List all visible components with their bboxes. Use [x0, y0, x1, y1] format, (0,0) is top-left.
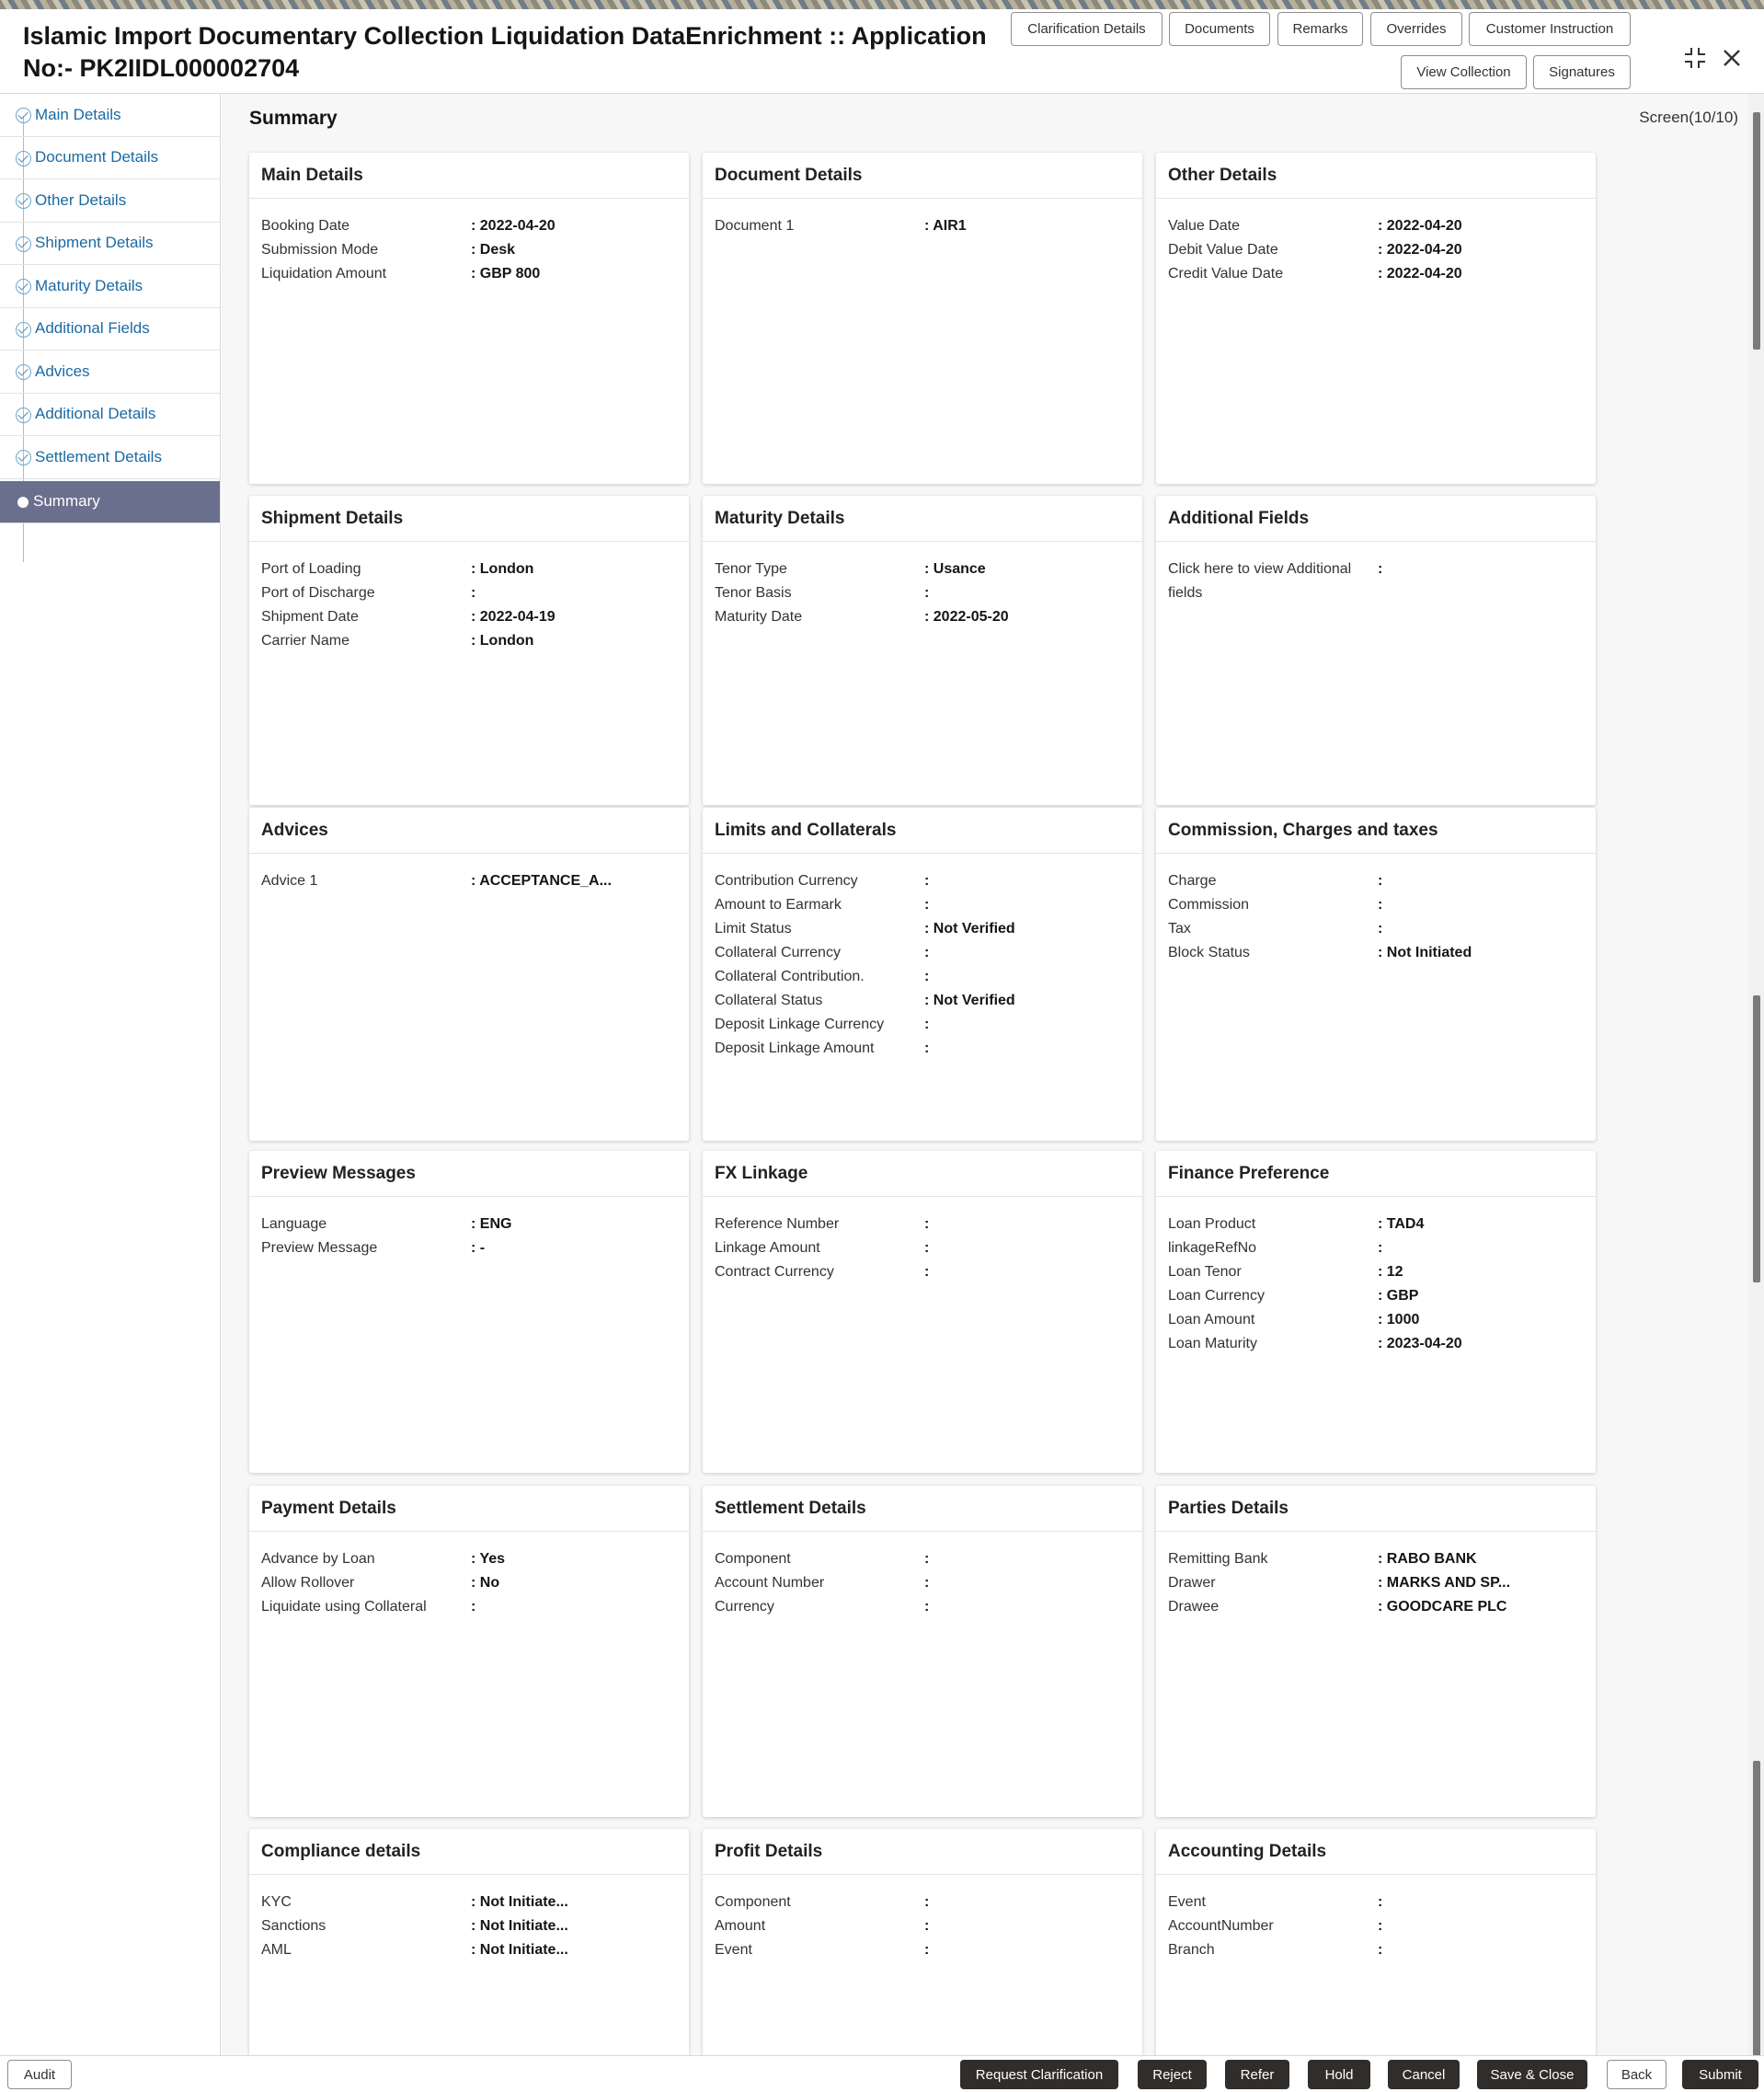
field-row: [715, 1213, 1142, 1236]
collapse-icon[interactable]: [1683, 46, 1707, 75]
scrollbar-thumb[interactable]: [1753, 1761, 1760, 2064]
field-row: [1168, 869, 1596, 893]
field-row: [1168, 917, 1596, 941]
field-value: [924, 1260, 929, 1284]
field-value: : Not Initiate...: [471, 1938, 568, 1962]
field-value: [471, 581, 475, 605]
field-value: [924, 1914, 929, 1938]
field-label: Credit Value Date: [1168, 266, 1284, 282]
customer-instruction-button[interactable]: Customer Instruction: [1469, 12, 1631, 46]
card-title: Payment Details: [249, 1486, 689, 1532]
cancel-button[interactable]: Cancel: [1388, 2060, 1460, 2089]
card-rows: [1156, 1532, 1596, 1619]
card-limits-and-collaterals: [703, 808, 1142, 1141]
field-label: Branch: [1168, 1942, 1215, 1958]
sidebar-item-label: Maturity Details: [35, 276, 143, 294]
sidebar-item-summary[interactable]: [0, 481, 220, 523]
sidebar-item-label: Shipment Details: [35, 234, 154, 252]
field-label: Component: [715, 1894, 791, 1910]
field-row: [715, 557, 1142, 581]
field-value: : 2022-04-20: [1378, 238, 1462, 262]
sidebar-item-label: Main Details: [35, 105, 121, 123]
card-rows: [1156, 1197, 1596, 1356]
field-row: [261, 1938, 689, 1962]
card-title: Maturity Details: [703, 496, 1142, 542]
card-title: Compliance details: [249, 1829, 689, 1875]
sidebar-item-additional-fields[interactable]: [0, 308, 220, 351]
check-circle-icon: [16, 193, 31, 209]
field-row: [261, 1213, 689, 1236]
current-step-icon: [17, 497, 29, 508]
card-finance-preference: [1156, 1151, 1596, 1473]
signatures-button[interactable]: Signatures: [1533, 55, 1631, 89]
field-row: [1168, 1308, 1596, 1332]
field-row: [261, 1547, 689, 1571]
reject-button[interactable]: Reject: [1138, 2060, 1207, 2089]
sidebar-item-other-details[interactable]: [0, 179, 220, 223]
field-row: [261, 214, 689, 238]
field-value: [1378, 1914, 1382, 1938]
field-label: Advance by Loan: [261, 1551, 375, 1567]
field-row: [715, 965, 1142, 989]
field-label: Collateral Status: [715, 993, 823, 1008]
submit-button[interactable]: Submit: [1682, 2060, 1758, 2089]
check-circle-icon: [16, 450, 31, 466]
field-value: [924, 941, 929, 965]
field-value: [924, 1938, 929, 1962]
remarks-button[interactable]: Remarks: [1277, 12, 1363, 46]
field-value: [924, 1571, 929, 1595]
card-settlement-details: [703, 1486, 1142, 1817]
sidebar-item-label: Additional Details: [35, 405, 156, 423]
sidebar-item-label: Advices: [35, 362, 90, 380]
field-label: Tenor Basis: [715, 585, 792, 601]
field-row: [715, 893, 1142, 917]
card-rows: [1156, 1875, 1596, 1962]
field-value: : GBP 800: [471, 262, 540, 286]
field-label: Block Status: [1168, 945, 1250, 960]
top-banner-strip: [0, 0, 1764, 9]
card-rows: [249, 1532, 689, 1619]
sidebar-nav: [0, 94, 221, 2055]
field-label: AML: [261, 1942, 292, 1958]
card-title: Shipment Details: [249, 496, 689, 542]
field-row: [715, 605, 1142, 629]
field-value: [924, 1213, 929, 1236]
field-value: : Yes: [471, 1547, 505, 1571]
field-row: [715, 1595, 1142, 1619]
card-title: Preview Messages: [249, 1151, 689, 1197]
field-label: Liquidation Amount: [261, 266, 387, 282]
field-label: Tax: [1168, 921, 1191, 937]
clarification-details-button[interactable]: Clarification Details: [1011, 12, 1163, 46]
field-label: Account Number: [715, 1575, 825, 1591]
field-row: [715, 1260, 1142, 1284]
field-value: : No: [471, 1571, 499, 1595]
sidebar-item-label: Document Details: [35, 148, 159, 167]
request-clarification-button[interactable]: Request Clarification: [960, 2060, 1118, 2089]
card-payment-details: [249, 1486, 689, 1817]
field-value: [924, 1037, 929, 1061]
field-value: : London: [471, 629, 533, 653]
card-title: Commission, Charges and taxes: [1156, 808, 1596, 854]
field-row: [1168, 1547, 1596, 1571]
check-circle-icon: [16, 364, 31, 380]
card-title: Settlement Details: [703, 1486, 1142, 1532]
field-row: [1168, 214, 1596, 238]
field-label: Advice 1: [261, 873, 318, 889]
sidebar-item-shipment-details[interactable]: [0, 223, 220, 266]
card-title: Limits and Collaterals: [703, 808, 1142, 854]
field-value: [1378, 1236, 1382, 1260]
sidebar-item-label: Settlement Details: [35, 447, 162, 466]
field-label: Reference Number: [715, 1216, 840, 1232]
field-label: Sanctions: [261, 1918, 326, 1934]
field-label: Charge: [1168, 873, 1217, 889]
card-title: Finance Preference: [1156, 1151, 1596, 1197]
field-label: Loan Maturity: [1168, 1336, 1257, 1351]
field-value: : 2023-04-20: [1378, 1332, 1462, 1356]
sidebar-item-document-details[interactable]: [0, 137, 220, 180]
field-label: Language: [261, 1216, 327, 1232]
card-rows: [1156, 199, 1596, 286]
field-label: Deposit Linkage Amount: [715, 1040, 875, 1056]
field-label: Tenor Type: [715, 561, 787, 577]
field-label: Collateral Contribution.: [715, 969, 865, 984]
field-value: : Desk: [471, 238, 515, 262]
field-row: [1168, 1260, 1596, 1284]
field-value: [1378, 1891, 1382, 1914]
field-row: [261, 1891, 689, 1914]
field-row: [261, 557, 689, 581]
field-label[interactable]: Click here to view Additional fields: [1168, 561, 1352, 601]
field-row: [715, 1914, 1142, 1938]
sidebar-item-label: Other Details: [35, 190, 127, 209]
field-label: Amount to Earmark: [715, 897, 842, 913]
card-parties-details: [1156, 1486, 1596, 1817]
card-title: Accounting Details: [1156, 1829, 1596, 1875]
field-row: [261, 869, 689, 893]
sidebar-item-label: Additional Fields: [35, 319, 150, 338]
check-circle-icon: [16, 151, 31, 167]
sidebar-item-main-details[interactable]: [0, 94, 220, 137]
field-label: Linkage Amount: [715, 1240, 820, 1256]
field-row: [715, 1037, 1142, 1061]
field-row: [715, 1891, 1142, 1914]
card-commission-charges-and-taxes: [1156, 808, 1596, 1141]
field-label: Amount: [715, 1918, 766, 1934]
field-value: : 2022-04-20: [1378, 262, 1462, 286]
field-value: : Usance: [924, 557, 986, 581]
field-label: Collateral Currency: [715, 945, 841, 960]
field-label: Drawer: [1168, 1575, 1216, 1591]
field-value: [471, 1595, 475, 1619]
field-label: Loan Amount: [1168, 1312, 1255, 1328]
field-value: : Not Verified: [924, 989, 1015, 1013]
field-value: [924, 581, 929, 605]
audit-button[interactable]: Audit: [7, 2060, 72, 2089]
field-value: [924, 1595, 929, 1619]
field-row: [1168, 1891, 1596, 1914]
field-row: [261, 1236, 689, 1260]
card-title: Parties Details: [1156, 1486, 1596, 1532]
check-circle-icon: [16, 322, 31, 338]
field-label: KYC: [261, 1894, 292, 1910]
field-row: [261, 1595, 689, 1619]
card-profit-details: [703, 1829, 1142, 2055]
check-circle-icon: [16, 408, 31, 423]
field-value: : ACCEPTANCE_A...: [471, 869, 612, 893]
field-label: Port of Discharge: [261, 585, 375, 601]
card-title: FX Linkage: [703, 1151, 1142, 1197]
field-row: [715, 989, 1142, 1013]
field-label: Liquidate using Collateral: [261, 1599, 427, 1615]
field-row: [1168, 557, 1596, 605]
card-rows: [703, 1875, 1142, 1962]
field-label: Maturity Date: [715, 609, 803, 625]
field-row: [715, 1013, 1142, 1037]
scrollbar[interactable]: [1748, 94, 1764, 2055]
field-value: : ENG: [471, 1213, 511, 1236]
field-label: Port of Loading: [261, 561, 361, 577]
sidebar-item-settlement-details[interactable]: [0, 436, 220, 479]
field-label: Event: [1168, 1894, 1206, 1910]
field-row: [1168, 1595, 1596, 1619]
action-footer: [0, 2055, 1764, 2092]
card-rows: [249, 199, 689, 286]
field-value: [924, 1236, 929, 1260]
hold-button[interactable]: Hold: [1308, 2060, 1370, 2089]
check-circle-icon: [16, 236, 31, 252]
field-value: : TAD4: [1378, 1213, 1424, 1236]
sidebar-item-advices[interactable]: [0, 351, 220, 394]
field-label: Booking Date: [261, 218, 350, 234]
field-row: [261, 629, 689, 653]
field-row: [715, 869, 1142, 893]
field-value: [1378, 917, 1382, 941]
field-row: [715, 214, 1142, 238]
field-label: Limit Status: [715, 921, 792, 937]
field-row: [261, 581, 689, 605]
field-value: : Not Initiate...: [471, 1891, 568, 1914]
screen-counter: Screen(10/10): [1639, 109, 1738, 126]
card-main-details: [249, 153, 689, 484]
field-row: [1168, 1938, 1596, 1962]
field-row: [1168, 1571, 1596, 1595]
overrides-button[interactable]: Overrides: [1370, 12, 1462, 46]
field-row: [1168, 1236, 1596, 1260]
field-value: [1378, 893, 1382, 917]
field-label: Shipment Date: [261, 609, 359, 625]
field-row: [715, 917, 1142, 941]
card-title: Other Details: [1156, 153, 1596, 199]
field-value: : GOODCARE PLC: [1378, 1595, 1506, 1619]
card-fx-linkage: [703, 1151, 1142, 1473]
field-label: Submission Mode: [261, 242, 379, 258]
card-advices: [249, 808, 689, 1141]
card-other-details: [1156, 153, 1596, 484]
field-row: [1168, 1332, 1596, 1356]
field-label: Commission: [1168, 897, 1250, 913]
field-label: Carrier Name: [261, 633, 350, 649]
field-value: : 12: [1378, 1260, 1403, 1284]
field-row: [261, 1571, 689, 1595]
check-circle-icon: [16, 279, 31, 294]
field-label: Deposit Linkage Currency: [715, 1017, 885, 1032]
sidebar-item-additional-details[interactable]: [0, 394, 220, 437]
card-rows: [703, 542, 1142, 629]
field-value: [924, 869, 929, 893]
field-label: Document 1: [715, 218, 795, 234]
card-rows: [1156, 542, 1596, 605]
app-header: [0, 9, 1764, 94]
field-value: : RABO BANK: [1378, 1547, 1477, 1571]
field-value: : 2022-04-19: [471, 605, 556, 629]
field-value: : London: [471, 557, 533, 581]
card-additional-fields: [1156, 496, 1596, 805]
field-value: [1378, 557, 1382, 605]
card-title: Profit Details: [703, 1829, 1142, 1875]
field-value: : Not Initiate...: [471, 1914, 568, 1938]
field-value: [924, 893, 929, 917]
field-label: AccountNumber: [1168, 1918, 1274, 1934]
card-document-details: [703, 153, 1142, 484]
card-rows: [249, 1875, 689, 1962]
field-label: Allow Rollover: [261, 1575, 355, 1591]
field-row: [1168, 238, 1596, 262]
field-value: : Not Initiated: [1378, 941, 1472, 965]
field-row: [715, 1547, 1142, 1571]
documents-button[interactable]: Documents: [1169, 12, 1270, 46]
card-rows: [703, 1532, 1142, 1619]
field-value: : AIR1: [924, 214, 967, 238]
field-value: : 2022-04-20: [1378, 214, 1462, 238]
field-value: [1378, 1938, 1382, 1962]
field-label: Value Date: [1168, 218, 1240, 234]
refer-button[interactable]: Refer: [1225, 2060, 1289, 2089]
scrollbar-thumb[interactable]: [1753, 995, 1760, 1282]
field-value: [924, 1547, 929, 1571]
field-row: [261, 238, 689, 262]
card-rows: [249, 1197, 689, 1260]
card-rows: [249, 542, 689, 653]
card-maturity-details: [703, 496, 1142, 805]
sidebar-item-maturity-details[interactable]: [0, 265, 220, 308]
field-row: [715, 1236, 1142, 1260]
card-rows: [249, 854, 689, 893]
field-label: Debit Value Date: [1168, 242, 1278, 258]
field-value: : MARKS AND SP...: [1378, 1571, 1510, 1595]
field-label: Preview Message: [261, 1240, 378, 1256]
card-title: Document Details: [703, 153, 1142, 199]
back-button[interactable]: Back: [1607, 2060, 1667, 2089]
field-label: Drawee: [1168, 1599, 1220, 1615]
field-label: Component: [715, 1551, 791, 1567]
field-label: Loan Currency: [1168, 1288, 1265, 1304]
section-title: Summary: [249, 108, 338, 129]
field-value: [924, 965, 929, 989]
check-circle-icon: [16, 108, 31, 123]
save-close-button[interactable]: Save & Close: [1477, 2060, 1587, 2089]
card-rows: [703, 199, 1142, 238]
field-value: [1378, 869, 1382, 893]
field-row: [715, 1571, 1142, 1595]
card-title: Additional Fields: [1156, 496, 1596, 542]
card-rows: [1156, 854, 1596, 965]
field-label: Remitting Bank: [1168, 1551, 1268, 1567]
card-compliance-details: [249, 1829, 689, 2055]
sidebar-item-label: Summary: [33, 492, 100, 510]
field-value: : GBP: [1378, 1284, 1418, 1308]
card-title: Main Details: [249, 153, 689, 199]
field-row: [1168, 1284, 1596, 1308]
field-row: [715, 1938, 1142, 1962]
field-label: Contract Currency: [715, 1264, 834, 1280]
card-preview-messages: [249, 1151, 689, 1473]
page-title: Islamic Import Documentary Collection Liquidation DataEnrichment :: Application No:- PK2IIDL000002704: [23, 22, 987, 82]
field-row: [1168, 941, 1596, 965]
card-rows: [703, 854, 1142, 1061]
field-label: Contribution Currency: [715, 873, 858, 889]
field-value: : Not Verified: [924, 917, 1015, 941]
field-value: [924, 1891, 929, 1914]
field-label: Currency: [715, 1599, 774, 1615]
field-value: : -: [471, 1236, 485, 1260]
card-rows: [703, 1197, 1142, 1284]
field-row: [1168, 893, 1596, 917]
summary-panel: [222, 94, 1748, 2055]
field-value: : 1000: [1378, 1308, 1419, 1332]
card-shipment-details: [249, 496, 689, 805]
field-label: Loan Product: [1168, 1216, 1256, 1232]
view-collection-button[interactable]: View Collection: [1401, 55, 1527, 89]
field-row: [1168, 1213, 1596, 1236]
field-row: [261, 262, 689, 286]
field-label: Event: [715, 1942, 752, 1958]
close-icon[interactable]: [1720, 46, 1744, 75]
field-row: [1168, 1914, 1596, 1938]
field-value: [924, 1013, 929, 1037]
field-row: [261, 605, 689, 629]
field-row: [715, 581, 1142, 605]
field-row: [261, 1914, 689, 1938]
field-value: : 2022-04-20: [471, 214, 556, 238]
field-row: [1168, 262, 1596, 286]
field-label: Loan Tenor: [1168, 1264, 1242, 1280]
field-row: [715, 941, 1142, 965]
scrollbar-thumb[interactable]: [1753, 112, 1760, 350]
field-value: : 2022-05-20: [924, 605, 1009, 629]
field-label: linkageRefNo: [1168, 1240, 1257, 1256]
card-title: Advices: [249, 808, 689, 854]
card-accounting-details: [1156, 1829, 1596, 2055]
